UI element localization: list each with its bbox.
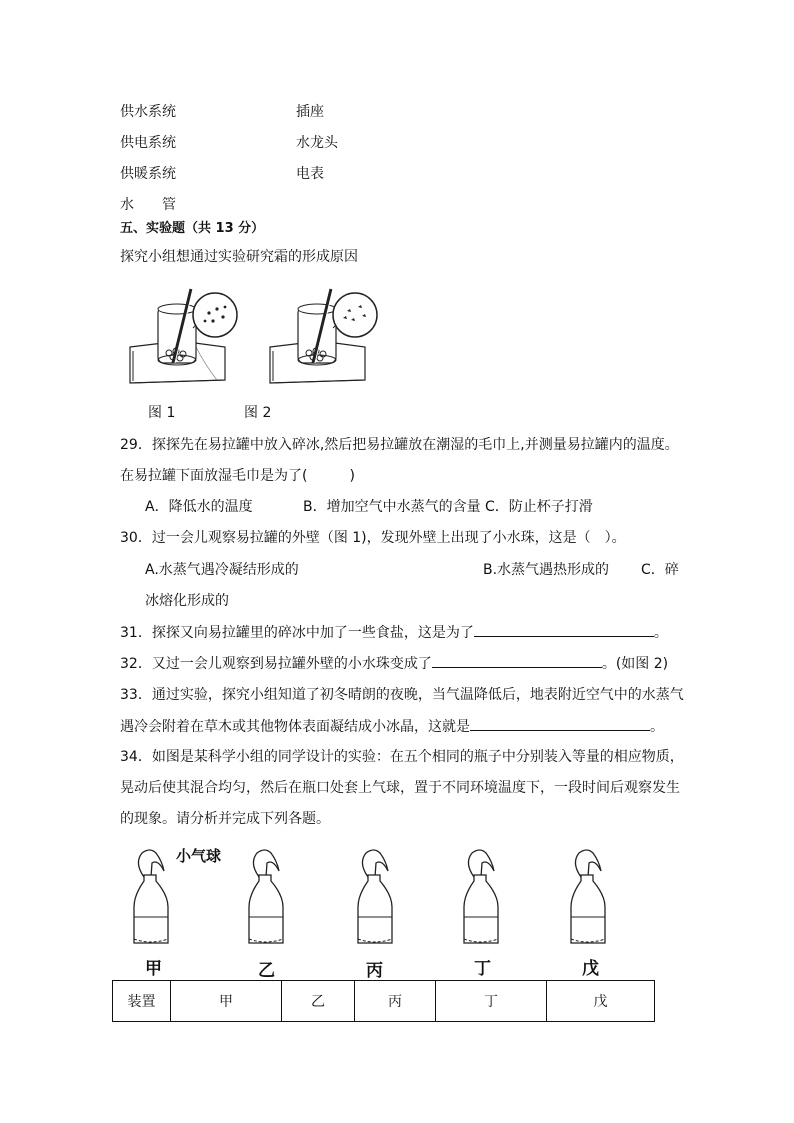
table-row — [113, 981, 655, 1022]
figure-2-caption: 图 2 — [244, 405, 272, 421]
bottle-label-ding: 丁 — [474, 959, 491, 979]
q30-option-c-tail: 冰熔化形成的 — [145, 593, 229, 609]
q31-answer-blank[interactable] — [474, 622, 654, 637]
q29-option-a: A．降低水的温度 — [145, 499, 253, 515]
match-right-3: 电表 — [296, 166, 324, 182]
section-intro: 探究小组想通过实验研究霜的形成原因 — [120, 249, 358, 265]
q33-stem-line2: 遇冷会附着在草木或其他物体表面凝结成小冰晶，这就是 — [120, 719, 470, 735]
table-cell-yi: 乙 — [282, 981, 355, 1022]
figure-1-can-on-towel — [125, 285, 255, 390]
q32-line — [120, 653, 668, 674]
q30-stem: 30．过一会儿观察易拉罐的外壁（图 1)，发现外壁上出现了小水珠，这是（ ）。 — [120, 530, 626, 546]
table-cell-wu: 戊 — [547, 981, 655, 1022]
q31-end: 。 — [653, 625, 668, 641]
bottle-ding-icon — [458, 845, 508, 950]
bottle-jia-icon — [128, 845, 178, 950]
bottle-bing-icon — [352, 845, 402, 950]
q29-option-c: C．防止杯子打滑 — [485, 499, 593, 515]
q29-stem-line2: 在易拉罐下面放湿毛巾是为了( ) — [120, 468, 355, 484]
q32-answer-blank[interactable] — [432, 653, 602, 668]
bottle-wu-icon — [565, 845, 615, 950]
figure-1-caption: 图 1 — [148, 405, 176, 421]
match-left-2: 供电系统 — [120, 135, 176, 151]
q31-line — [120, 622, 668, 643]
q34-stem-line2: 晃动后使其混合均匀，然后在瓶口处套上气球，置于不同环境温度下，一段时间后观察发生 — [120, 780, 680, 796]
section-title: 五、实验题（共 13 分） — [120, 221, 265, 236]
q33-answer-blank[interactable] — [470, 716, 650, 731]
table-header-cell: 装置 — [113, 981, 171, 1022]
bottle-yi-icon — [243, 845, 293, 950]
match-left-4: 水 管 — [120, 197, 176, 213]
figure-2-can-on-towel — [265, 285, 395, 390]
bottle-label-wu: 戊 — [582, 959, 599, 979]
match-right-2: 水龙头 — [296, 135, 338, 151]
q29-option-b: B．增加空气中水蒸气的含量 — [303, 499, 481, 515]
match-right-1: 插座 — [296, 104, 324, 120]
match-left-3: 供暖系统 — [120, 166, 176, 182]
q33-line2 — [120, 716, 664, 737]
bottle-label-bing: 丙 — [366, 961, 383, 981]
q30-option-c-head: C．碎 — [641, 562, 679, 578]
q34-stem-line3: 的现象。请分析并完成下列各题。 — [120, 811, 330, 827]
q32-end: 。(如图 2) — [601, 656, 669, 672]
q33-end: 。 — [650, 719, 664, 735]
q29-stem-line1: 29．探探先在易拉罐中放入碎冰,然后把易拉罐放在潮湿的毛巾上,并测量易拉罐内的温度。 — [120, 437, 679, 453]
table-cell-jia: 甲 — [171, 981, 282, 1022]
q33-stem-line1: 33．通过实验，探究小组知道了初冬晴朗的夜晚，当气温降低后，地表附近空气中的水蒸气 — [120, 687, 684, 703]
q32-stem: 32．又过一会儿观察到易拉罐外壁的小水珠变成了 — [120, 656, 432, 672]
table-cell-ding: 丁 — [436, 981, 547, 1022]
balloon-label: 小气球 — [176, 847, 222, 865]
table-cell-bing: 丙 — [355, 981, 436, 1022]
q31-stem: 31．探探又向易拉罐里的碎冰中加了一些食盐，这是为了 — [120, 625, 474, 641]
q34-stem-line1: 34．如图是某科学小组的同学设计的实验：在五个相同的瓶子中分别装入等量的相应物质， — [120, 749, 684, 765]
q30-option-b: B.水蒸气遇热形成的 — [483, 562, 610, 578]
q30-option-a: A.水蒸气遇冷凝结形成的 — [145, 562, 299, 578]
device-table — [112, 980, 655, 1022]
bottle-label-yi: 乙 — [258, 961, 275, 981]
match-left-1: 供水系统 — [120, 104, 176, 120]
bottle-label-jia: 甲 — [145, 959, 162, 979]
